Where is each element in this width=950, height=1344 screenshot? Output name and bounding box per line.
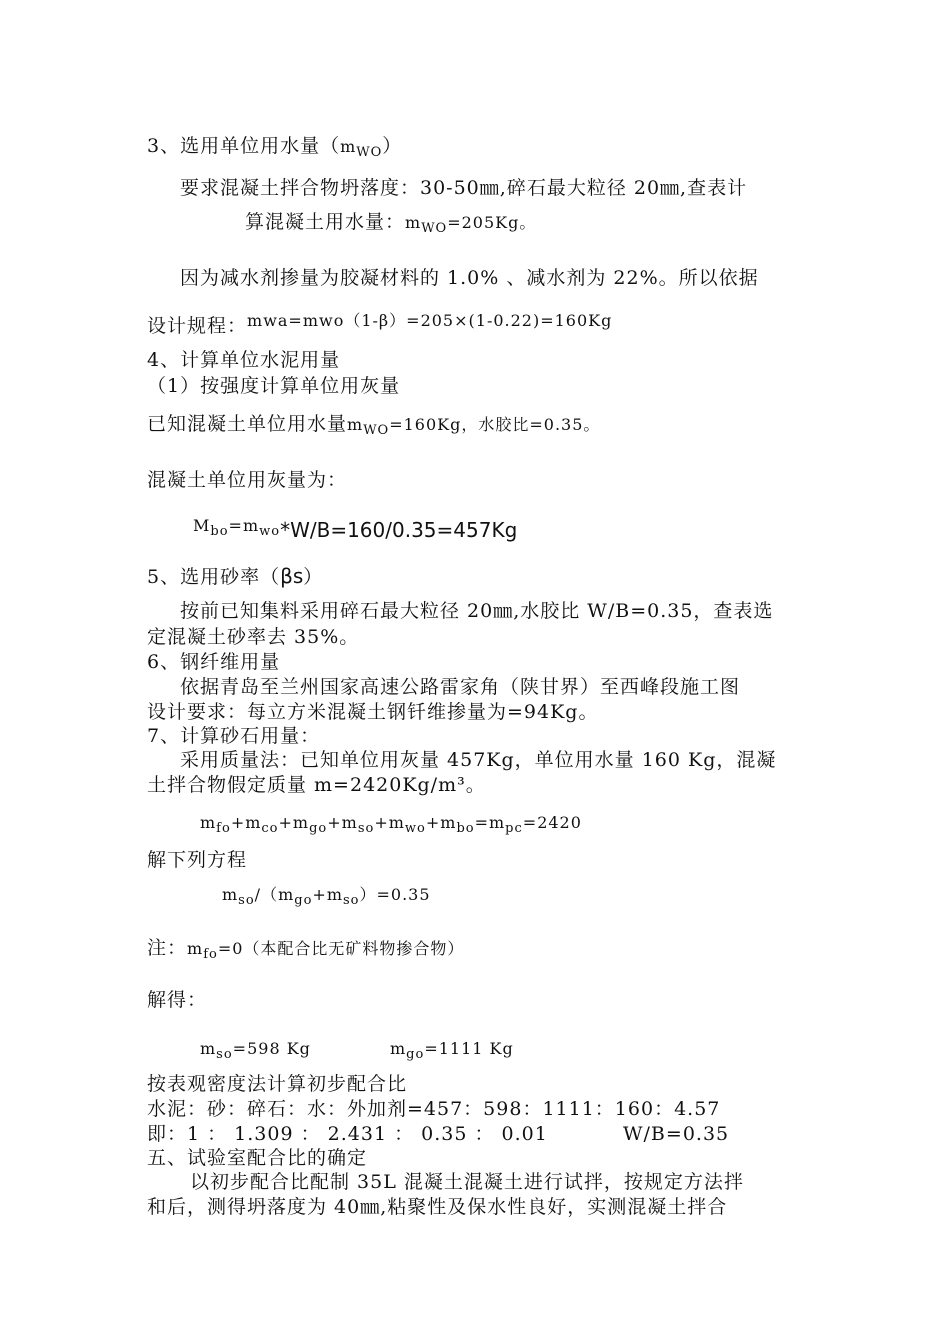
formula-token: + <box>278 813 293 832</box>
s7-result-gravel <box>390 1037 514 1063</box>
s3-title-text: 3、选用单位用水量（ <box>147 135 341 157</box>
s6-title: 6、钢纤维用量 <box>147 651 281 673</box>
s4-formula <box>193 512 517 540</box>
formula-token: m <box>388 813 405 832</box>
s4-f-rest: *W/B=160/0.35=457Kg <box>280 518 518 542</box>
s5-title-sym: βs <box>280 564 304 588</box>
ratio-line2: 即：1 ： 1.309 ： 2.431 ： 0.35 ： 0.01 <box>147 1123 548 1145</box>
formula-token: m <box>390 1039 407 1058</box>
formula-token: so <box>238 893 255 908</box>
s-five-body1: 以初步配合比配制 35L 混凝土混凝土进行试拌，按规定方法拌 <box>190 1171 744 1193</box>
s4-known-sub: WO <box>363 423 390 438</box>
s5-title-post: ） <box>303 566 324 588</box>
formula-token: m <box>200 1039 217 1058</box>
s5-body1: 按前已知集料采用碎石最大粒径 20㎜,水胶比 W/B=0.35，查表选 <box>180 600 774 622</box>
s7-note-label: 注： <box>147 937 188 959</box>
s4-f-sub1: bo <box>210 524 229 539</box>
formula-token: so <box>216 1047 233 1062</box>
s7-solve-label: 解下列方程 <box>147 849 248 871</box>
formula-token: m <box>292 813 310 832</box>
formula-token: m <box>278 885 295 904</box>
formula-token: m <box>245 813 262 832</box>
formula-token: m <box>326 885 343 904</box>
formula-token: fo <box>216 821 231 836</box>
formula-token: = <box>474 813 489 832</box>
s4-known-sym: m <box>347 415 364 434</box>
formula-token: m <box>440 813 457 832</box>
formula-token: =598 Kg <box>232 1039 311 1058</box>
s7-mass-equation <box>200 811 582 837</box>
s3-title <box>147 134 402 161</box>
s3-spec-mwa: mwa <box>247 311 289 330</box>
s7-body1: 采用质量法：已知单位用灰量 457Kg，单位用水量 160 Kg，混凝 <box>180 749 777 771</box>
formula-token: fo <box>203 947 218 962</box>
s3-title-close: ） <box>382 135 403 157</box>
formula-token: pc <box>505 821 523 836</box>
formula-token: go <box>406 1047 425 1062</box>
formula-token: wo <box>404 821 426 836</box>
formula-token: =1111 Kg <box>424 1039 514 1058</box>
formula-token: go <box>309 821 328 836</box>
formula-token: /（ <box>254 885 279 904</box>
formula-token: + <box>425 813 441 832</box>
s3-spec-formula: =mwo（1-β）=205×(1-0.22)=160Kg <box>288 311 613 330</box>
s4-known-label: 已知混凝土单位用水量 <box>147 413 348 435</box>
formula-token: + <box>312 885 327 904</box>
s4-f-sym1: M <box>193 516 211 535</box>
formula-token: m <box>187 939 204 958</box>
s3-requirement: 要求混凝土拌合物坍落度：30-50㎜,碎石最大粒径 20㎜,查表计 <box>180 177 748 199</box>
s3-calc-sym: m <box>405 213 422 232</box>
s5-title-pre: 5、选用砂率（ <box>147 566 281 588</box>
s-five-body2: 和后，测得坍落度为 40㎜,粘聚性及保水性良好，实测混凝土拌合 <box>147 1196 728 1218</box>
s3-calc-sub: WO <box>421 221 448 236</box>
s7-note-val: =0（本配合比无矿料物掺合物） <box>217 939 465 958</box>
formula-token: go <box>294 893 313 908</box>
ratio-title: 按表观密度法计算初步配合比 <box>147 1073 408 1095</box>
s4-title: 4、计算单位水泥用量 <box>147 349 341 371</box>
formula-token: bo <box>456 821 475 836</box>
s4-ash-label: 混凝土单位用灰量为： <box>147 469 348 491</box>
formula-token: m <box>222 885 239 904</box>
ratio-wb: W/B=0.35 <box>623 1123 730 1145</box>
s7-title: 7、计算砂石用量： <box>147 725 321 747</box>
formula-token: + <box>327 813 342 832</box>
s7-note <box>147 936 464 963</box>
ratio-line1: 水泥：砂：碎石：水：外加剂=457：598：1111：160：4.57 <box>147 1098 721 1120</box>
s3-calc-label: 算混凝土用水量： <box>245 211 406 233</box>
s5-title <box>147 564 323 589</box>
s3-spec-label: 设计规程： <box>147 315 248 337</box>
formula-token: =2420 <box>522 813 582 832</box>
s-five-title: 五、试验室配合比的确定 <box>147 1147 368 1169</box>
formula-token: m <box>489 813 506 832</box>
s3-title-sub: WO <box>356 145 383 160</box>
s4-f-eq: =m <box>228 516 260 535</box>
s4-f-sub2: wo <box>259 524 281 539</box>
s3-calc <box>245 210 536 237</box>
formula-token: so <box>357 821 375 836</box>
s4-known-val: =160Kg，水胶比=0.35。 <box>389 415 601 434</box>
s3-reason: 因为减水剂掺量为胶凝材料的 1.0% 、减水剂为 22%。所以依据 <box>180 267 759 289</box>
s7-sand-ratio-equation <box>222 883 431 909</box>
s3-calc-val: =205Kg。 <box>447 213 537 232</box>
formula-token: m <box>200 813 217 832</box>
s6-body1: 依据青岛至兰州国家高速公路雷家角（陕甘界）至西峰段施工图 <box>180 676 741 698</box>
s7-result-sand <box>200 1037 311 1063</box>
s7-body2: 土拌合物假定质量 m=2420Kg/m³。 <box>147 774 486 796</box>
s3-title-sym: m <box>340 137 357 156</box>
formula-token: co <box>261 821 279 836</box>
formula-token: + <box>374 813 389 832</box>
formula-token: m <box>341 813 358 832</box>
formula-token: + <box>230 813 246 832</box>
s4-sub1: （1）按强度计算单位用灰量 <box>147 375 401 397</box>
s3-spec <box>147 311 613 339</box>
formula-token: so <box>342 893 360 908</box>
s6-body2: 设计要求：每立方米混凝土钢钎维掺量为=94Kg。 <box>147 701 599 723</box>
s5-body2: 定混凝土砂率去 35%。 <box>147 626 360 648</box>
s4-known <box>147 412 600 439</box>
formula-token: ）=0.35 <box>359 885 431 904</box>
s7-result-label: 解得： <box>147 989 208 1011</box>
